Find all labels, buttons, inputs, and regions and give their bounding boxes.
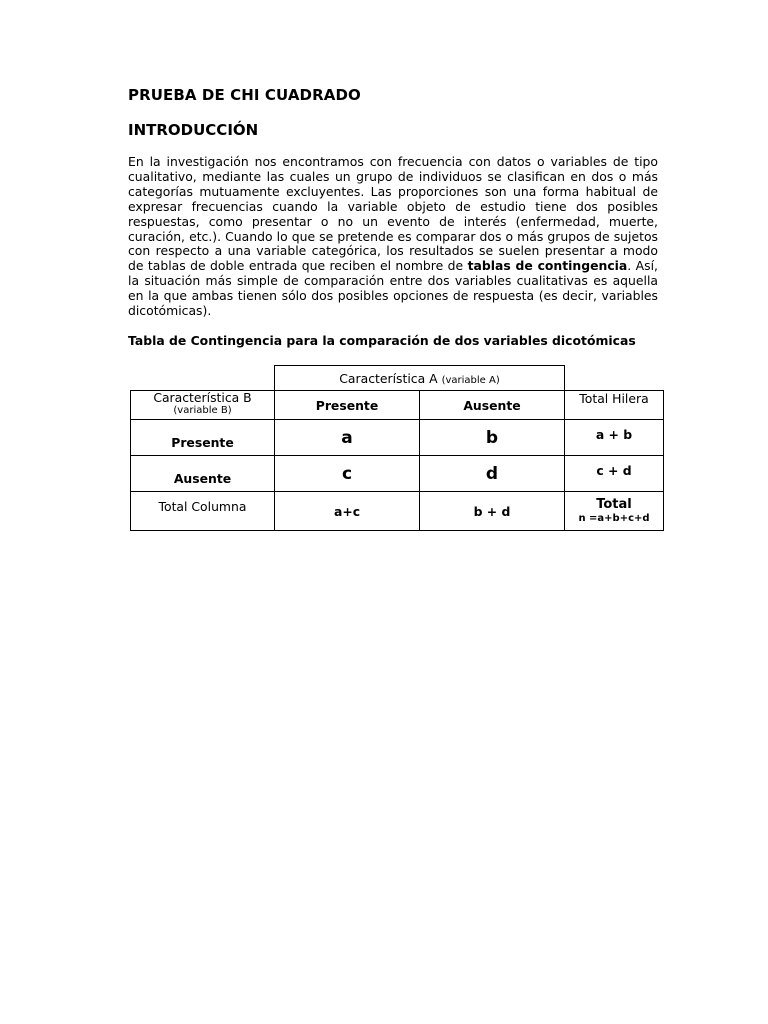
- contingency-table: [130, 365, 664, 531]
- cell-b: b: [420, 420, 565, 456]
- cell-a: a: [275, 420, 420, 456]
- col-header-presente: Presente: [275, 391, 420, 420]
- intro-text-part-2: . Así, la situación más simple de comparación entre dos variables cualitativas es aquella en la que ambas tienen sólo dos posibles opciones de respuesta (es decir, variables dicotómicas).: [128, 258, 658, 319]
- cell-sum-bd: b + d: [420, 492, 565, 531]
- cell-sum-cd: c + d: [565, 456, 664, 492]
- header-char-a: [275, 366, 565, 391]
- cell-sum-ab: a + b: [565, 420, 664, 456]
- grand-total-formula: n =a+b+c+d: [578, 513, 650, 524]
- table-row: [131, 456, 664, 492]
- intro-bold-term: tablas de contingencia: [467, 258, 628, 274]
- cell-d: d: [420, 456, 565, 492]
- cell-c: c: [275, 456, 420, 492]
- intro-text-part-1: En la investigación nos encontramos con frecuencia con datos o variables de tipo cualitativo, mediante las cuales un grupo de individuos se clasifican en dos o más categorías mutuamente excluyentes. Las proporciones son una forma habitual de expresar frecuencias cuando la variable objeto de estudio tiene dos posibles respuestas, como presentar o no un evento de interés (enfermedad, muerte, curación, etc.). Cuando lo que se pretende es comparar dos o más grupos de sujetos con respecto a una variable categórica, los resultados se suelen presentar a modo de tablas de doble entrada que reciben el nombre de: [128, 154, 658, 274]
- section-heading-introduccion: INTRODUCCIÓN: [128, 121, 259, 139]
- table-row: [131, 420, 664, 456]
- document-title: PRUEBA DE CHI CUADRADO: [128, 86, 361, 104]
- cell-sum-ac: a+c: [275, 492, 420, 531]
- intro-paragraph: [128, 155, 658, 319]
- table-caption: Tabla de Contingencia para la comparación de dos variables dicotómicas: [128, 333, 636, 348]
- col-header-total-hilera: Total Hilera: [565, 391, 664, 420]
- char-a-sub: (variable A): [441, 374, 500, 386]
- grand-total-label: Total: [596, 497, 632, 512]
- char-a-label: Característica A: [339, 370, 438, 386]
- cell-grand-total: [565, 492, 664, 531]
- row-header-total-columna: Total Columna: [131, 492, 275, 531]
- header-char-b: [131, 391, 275, 420]
- col-header-ausente: Ausente: [420, 391, 565, 420]
- char-b-sub: (variable B): [173, 405, 232, 416]
- row-header-ausente: Ausente: [131, 456, 275, 492]
- table-row-header-cols: [131, 391, 664, 420]
- table-corner-blank: [131, 366, 275, 391]
- row-header-presente: Presente: [131, 420, 275, 456]
- table-corner-blank-right: [565, 366, 664, 391]
- table-row-header-a: [131, 366, 664, 391]
- table-row: [131, 492, 664, 531]
- char-b-label: Característica B: [153, 390, 252, 405]
